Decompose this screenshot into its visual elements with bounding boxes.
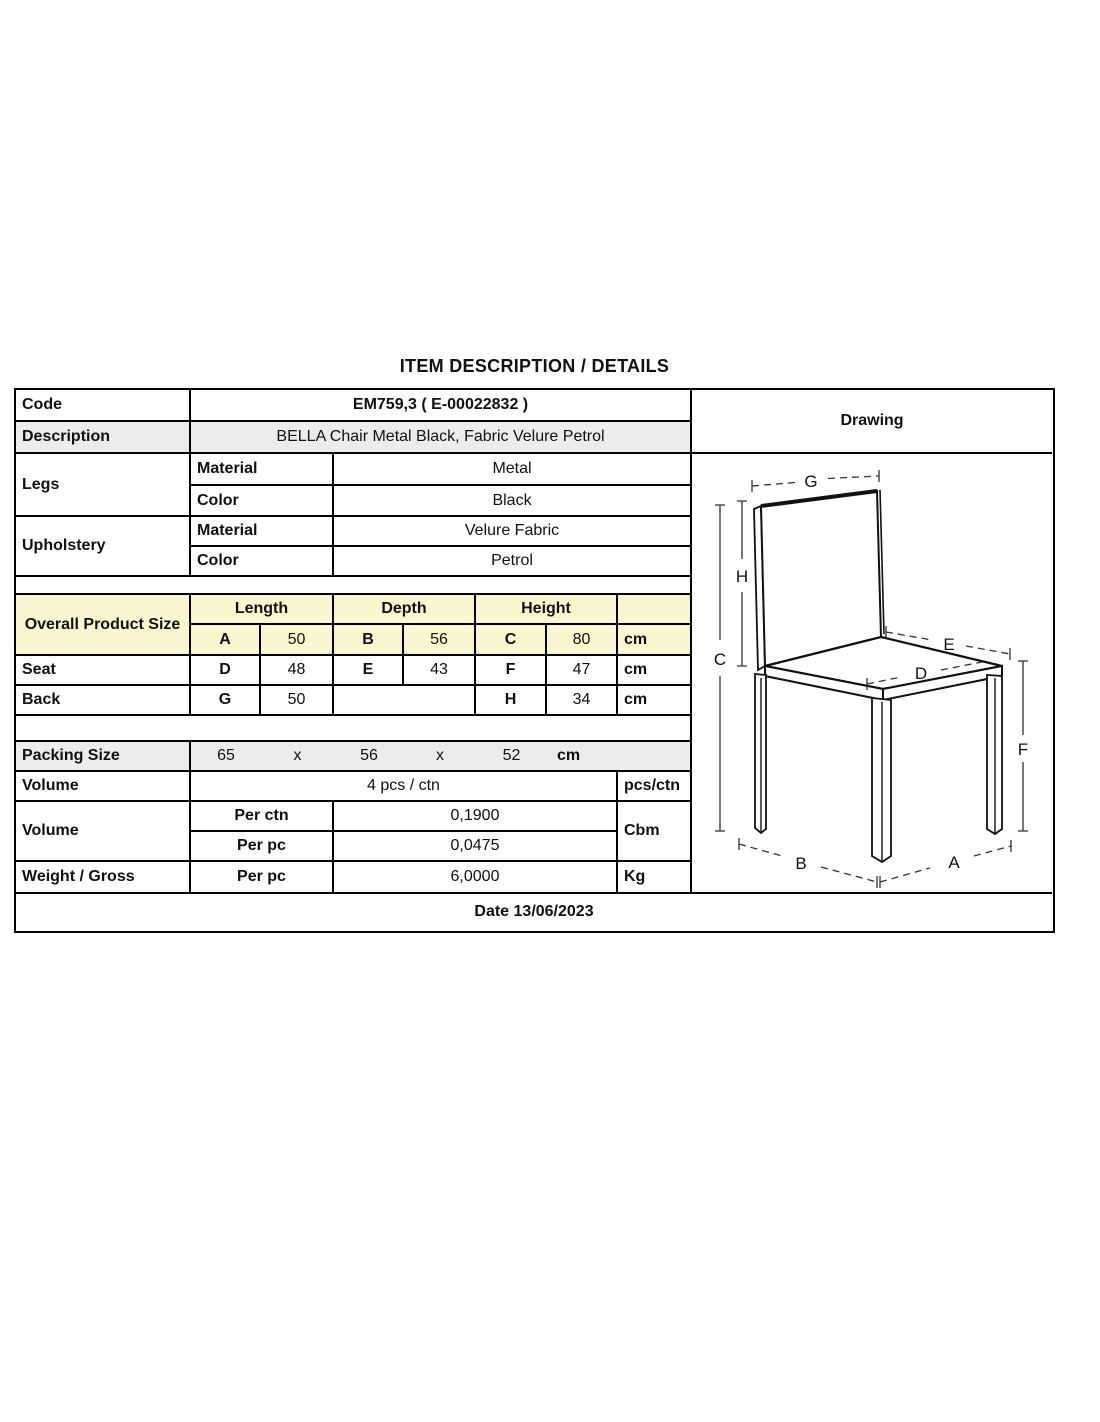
- dim-letter-E: E: [334, 656, 404, 686]
- weight-label: Weight / Gross: [16, 862, 191, 894]
- dim-line-B: [739, 844, 877, 882]
- overall-size-label: Overall Product Size: [16, 595, 191, 656]
- item-details-table: [14, 388, 1055, 933]
- length-header: Length: [191, 595, 334, 625]
- dim-letter-B: B: [334, 625, 404, 656]
- dim-value-A: 50: [261, 625, 334, 656]
- back-label: Back: [16, 686, 191, 716]
- back-depth-empty: [334, 686, 476, 716]
- dim-label-H: H: [735, 567, 749, 586]
- weight-per-pc-label: Per pc: [191, 862, 334, 894]
- dim-letter-F: F: [476, 656, 547, 686]
- spacer-row: [16, 716, 692, 742]
- dim-letter-A: A: [191, 625, 261, 656]
- per-pc-value: 0,0475: [334, 832, 618, 862]
- legs-material-label: Material: [191, 454, 334, 486]
- spacer-row: [16, 577, 692, 595]
- dim-value-F: 47: [547, 656, 618, 686]
- upholstery-color-label: Color: [191, 547, 334, 577]
- packing-unit: cm: [557, 747, 581, 764]
- chair-drawing: [692, 454, 1052, 894]
- weight-unit: Kg: [618, 862, 692, 894]
- upholstery-material-value: Velure Fabric: [334, 517, 692, 547]
- dim-label-F: F: [1017, 740, 1029, 759]
- dim-label-C: C: [713, 650, 727, 669]
- dim-line-A: [880, 846, 1011, 882]
- volume-pcs-label: Volume: [16, 772, 191, 802]
- dim-value-B: 56: [404, 625, 476, 656]
- overall-unit: cm: [618, 625, 692, 656]
- dim-value-E: 43: [404, 656, 476, 686]
- drawing-header: Drawing: [692, 390, 1052, 454]
- dim-letter-D: D: [191, 656, 261, 686]
- dim-letter-C: C: [476, 625, 547, 656]
- description-value: BELLA Chair Metal Black, Fabric Velure Petrol: [191, 422, 692, 454]
- volume-pcs-unit: pcs/ctn: [618, 772, 692, 802]
- packing-size-values: [191, 742, 692, 772]
- upholstery-color-value: Petrol: [334, 547, 692, 577]
- legs-color-label: Color: [191, 486, 334, 517]
- volume-cbm-unit: Cbm: [618, 802, 692, 862]
- packing-depth: 56: [360, 747, 378, 764]
- packing-height: 52: [502, 747, 521, 764]
- code-label: Code: [16, 390, 191, 422]
- dim-ticks-B: [739, 838, 877, 888]
- depth-header: Depth: [334, 595, 476, 625]
- packing-length: 65: [217, 747, 235, 764]
- dim-label-G: G: [804, 472, 818, 491]
- per-ctn-label: Per ctn: [191, 802, 334, 832]
- seat-label: Seat: [16, 656, 191, 686]
- page-title: ITEM DESCRIPTION / DETAILS: [399, 356, 670, 376]
- legs-color-value: Black: [334, 486, 692, 517]
- packing-x1: x: [293, 747, 302, 764]
- dim-value-G: 50: [261, 686, 334, 716]
- seat-unit: cm: [618, 656, 692, 686]
- chair-isometric-drawing: [692, 454, 1052, 892]
- unit-header-empty: [618, 595, 692, 625]
- dim-label-E: E: [943, 635, 955, 654]
- legs-material-value: Metal: [334, 454, 692, 486]
- dim-label-A: A: [948, 853, 960, 872]
- dim-value-C: 80: [547, 625, 618, 656]
- backrest-panel: [761, 491, 881, 666]
- packing-x2: x: [436, 747, 444, 764]
- dim-letter-H: H: [476, 686, 547, 716]
- dim-value-H: 34: [547, 686, 618, 716]
- dim-value-D: 48: [261, 656, 334, 686]
- upholstery-material-label: Material: [191, 517, 334, 547]
- per-ctn-value: 0,1900: [334, 802, 618, 832]
- packing-size-label: Packing Size: [16, 742, 191, 772]
- per-pc-label: Per pc: [191, 832, 334, 862]
- dim-letter-G: G: [191, 686, 261, 716]
- date-row: Date 13/06/2023: [16, 894, 1052, 930]
- dim-ticks-A: [880, 840, 1011, 888]
- volume-pcs-value: 4 pcs / ctn: [191, 772, 618, 802]
- dim-label-B: B: [795, 854, 807, 873]
- volume-cbm-label: Volume: [16, 802, 191, 862]
- back-unit: cm: [618, 686, 692, 716]
- description-label: Description: [16, 422, 191, 454]
- legs-label: Legs: [16, 454, 191, 517]
- code-value: EM759,3 ( E-00022832 ): [191, 390, 692, 422]
- height-header: Height: [476, 595, 618, 625]
- dim-label-D: D: [914, 664, 928, 683]
- weight-value: 6,0000: [334, 862, 618, 894]
- upholstery-label: Upholstery: [16, 517, 191, 577]
